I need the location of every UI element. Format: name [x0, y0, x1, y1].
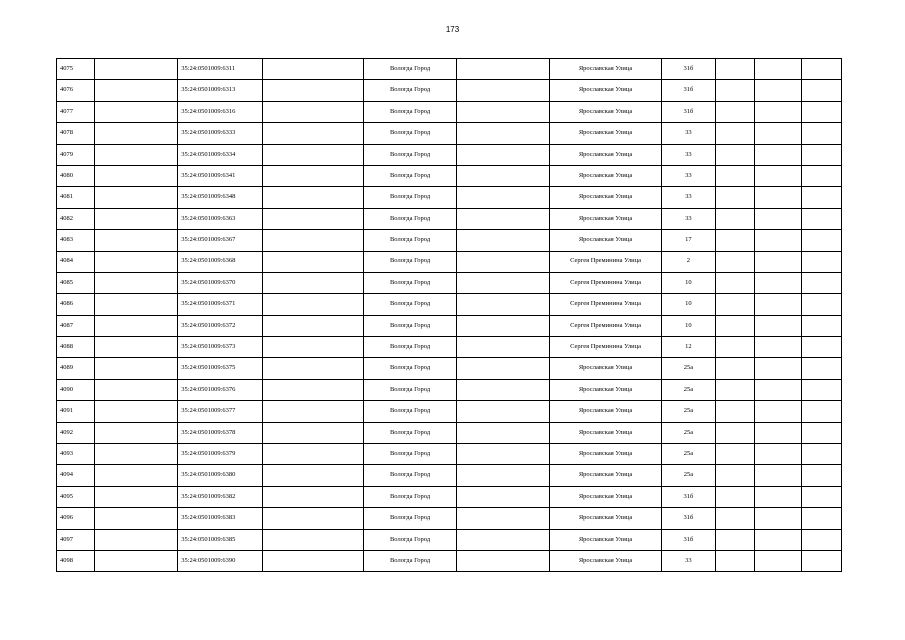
empty-cell	[95, 123, 178, 144]
row-number: 4084	[57, 251, 95, 272]
empty-cell	[801, 422, 841, 443]
row-number: 4076	[57, 80, 95, 101]
city-name: Вологда Город	[364, 529, 457, 550]
row-number: 4087	[57, 315, 95, 336]
row-number: 4091	[57, 401, 95, 422]
empty-cell	[263, 80, 364, 101]
empty-cell	[95, 315, 178, 336]
street-name: Ярославская Улица	[549, 379, 661, 400]
cadastral-number: 35:24:0501009:6334	[178, 144, 263, 165]
street-name: Ярославская Улица	[549, 508, 661, 529]
row-number: 4092	[57, 422, 95, 443]
empty-cell	[95, 422, 178, 443]
empty-cell	[715, 165, 754, 186]
empty-cell	[457, 422, 550, 443]
street-name: Ярославская Улица	[549, 358, 661, 379]
empty-cell	[755, 294, 801, 315]
empty-cell	[457, 337, 550, 358]
empty-cell	[457, 401, 550, 422]
empty-cell	[755, 508, 801, 529]
empty-cell	[715, 486, 754, 507]
empty-cell	[801, 272, 841, 293]
empty-cell	[755, 465, 801, 486]
empty-cell	[715, 444, 754, 465]
empty-cell	[95, 337, 178, 358]
empty-cell	[95, 59, 178, 80]
empty-cell	[801, 80, 841, 101]
cadastral-number: 35:24:0501009:6376	[178, 379, 263, 400]
empty-cell	[263, 123, 364, 144]
city-name: Вологда Город	[364, 422, 457, 443]
empty-cell	[95, 165, 178, 186]
house-number: 10	[662, 294, 716, 315]
empty-cell	[801, 529, 841, 550]
empty-cell	[457, 529, 550, 550]
empty-cell	[801, 508, 841, 529]
house-number: 33	[662, 187, 716, 208]
street-name: Ярославская Улица	[549, 401, 661, 422]
empty-cell	[263, 59, 364, 80]
empty-cell	[457, 465, 550, 486]
empty-cell	[95, 187, 178, 208]
row-number: 4093	[57, 444, 95, 465]
empty-cell	[263, 486, 364, 507]
row-number: 4083	[57, 230, 95, 251]
empty-cell	[263, 358, 364, 379]
empty-cell	[755, 550, 801, 571]
street-name: Ярославская Улица	[549, 465, 661, 486]
empty-cell	[755, 144, 801, 165]
street-name: Ярославская Улица	[549, 422, 661, 443]
empty-cell	[457, 550, 550, 571]
empty-cell	[95, 486, 178, 507]
empty-cell	[95, 379, 178, 400]
empty-cell	[457, 165, 550, 186]
empty-cell	[755, 337, 801, 358]
table-row	[57, 465, 842, 486]
empty-cell	[755, 123, 801, 144]
table-row	[57, 80, 842, 101]
empty-cell	[457, 80, 550, 101]
city-name: Вологда Город	[364, 230, 457, 251]
house-number: 2	[662, 251, 716, 272]
house-number: 33	[662, 165, 716, 186]
cadastral-number: 35:24:0501009:6333	[178, 123, 263, 144]
city-name: Вологда Город	[364, 337, 457, 358]
table-row	[57, 550, 842, 571]
empty-cell	[457, 486, 550, 507]
table-row	[57, 315, 842, 336]
empty-cell	[755, 101, 801, 122]
city-name: Вологда Город	[364, 101, 457, 122]
empty-cell	[263, 315, 364, 336]
empty-cell	[715, 208, 754, 229]
empty-cell	[801, 379, 841, 400]
city-name: Вологда Город	[364, 401, 457, 422]
street-name: Ярославская Улица	[549, 208, 661, 229]
row-number: 4097	[57, 529, 95, 550]
cadastral-number: 35:24:0501009:6370	[178, 272, 263, 293]
empty-cell	[263, 187, 364, 208]
empty-cell	[755, 315, 801, 336]
empty-cell	[715, 379, 754, 400]
row-number: 4098	[57, 550, 95, 571]
empty-cell	[95, 465, 178, 486]
empty-cell	[715, 272, 754, 293]
house-number: 31б	[662, 101, 716, 122]
city-name: Вологда Город	[364, 550, 457, 571]
empty-cell	[801, 337, 841, 358]
empty-cell	[715, 187, 754, 208]
empty-cell	[263, 208, 364, 229]
city-name: Вологда Город	[364, 144, 457, 165]
cadastral-number: 35:24:0501009:6390	[178, 550, 263, 571]
street-name: Ярославская Улица	[549, 165, 661, 186]
street-name: Сергея Преминина Улица	[549, 315, 661, 336]
row-number: 4090	[57, 379, 95, 400]
city-name: Вологда Город	[364, 508, 457, 529]
row-number: 4095	[57, 486, 95, 507]
empty-cell	[755, 529, 801, 550]
empty-cell	[95, 208, 178, 229]
house-number: 31б	[662, 59, 716, 80]
cadastral-number: 35:24:0501009:6373	[178, 337, 263, 358]
empty-cell	[755, 272, 801, 293]
table-row	[57, 379, 842, 400]
cadastral-number: 35:24:0501009:6383	[178, 508, 263, 529]
city-name: Вологда Город	[364, 379, 457, 400]
empty-cell	[715, 550, 754, 571]
house-number: 17	[662, 230, 716, 251]
empty-cell	[801, 187, 841, 208]
house-number: 25а	[662, 444, 716, 465]
cadastral-number: 35:24:0501009:6371	[178, 294, 263, 315]
empty-cell	[801, 444, 841, 465]
street-name: Ярославская Улица	[549, 529, 661, 550]
empty-cell	[263, 230, 364, 251]
house-number: 10	[662, 272, 716, 293]
empty-cell	[715, 401, 754, 422]
empty-cell	[801, 294, 841, 315]
street-name: Ярославская Улица	[549, 59, 661, 80]
house-number: 33	[662, 144, 716, 165]
house-number: 25а	[662, 422, 716, 443]
empty-cell	[755, 80, 801, 101]
street-name: Ярославская Улица	[549, 123, 661, 144]
table-row	[57, 272, 842, 293]
empty-cell	[801, 144, 841, 165]
city-name: Вологда Город	[364, 294, 457, 315]
empty-cell	[457, 508, 550, 529]
cadastral-number: 35:24:0501009:6372	[178, 315, 263, 336]
table-row	[57, 337, 842, 358]
table-row	[57, 401, 842, 422]
empty-cell	[755, 187, 801, 208]
street-name: Ярославская Улица	[549, 550, 661, 571]
table-row	[57, 59, 842, 80]
empty-cell	[801, 123, 841, 144]
empty-cell	[95, 144, 178, 165]
house-number: 10	[662, 315, 716, 336]
cadastral-number: 35:24:0501009:6380	[178, 465, 263, 486]
empty-cell	[755, 59, 801, 80]
empty-cell	[263, 101, 364, 122]
city-name: Вологда Город	[364, 444, 457, 465]
table-row	[57, 165, 842, 186]
empty-cell	[801, 208, 841, 229]
row-number: 4086	[57, 294, 95, 315]
empty-cell	[95, 294, 178, 315]
city-name: Вологда Город	[364, 59, 457, 80]
table-row	[57, 529, 842, 550]
house-number: 33	[662, 208, 716, 229]
empty-cell	[801, 230, 841, 251]
table-row	[57, 123, 842, 144]
empty-cell	[95, 80, 178, 101]
empty-cell	[95, 550, 178, 571]
row-number: 4089	[57, 358, 95, 379]
registry-table-body	[57, 59, 842, 572]
empty-cell	[263, 272, 364, 293]
empty-cell	[755, 379, 801, 400]
empty-cell	[457, 208, 550, 229]
empty-cell	[715, 294, 754, 315]
street-name: Сергея Преминина Улица	[549, 294, 661, 315]
city-name: Вологда Город	[364, 315, 457, 336]
table-row	[57, 208, 842, 229]
empty-cell	[95, 101, 178, 122]
cadastral-number: 35:24:0501009:6368	[178, 251, 263, 272]
row-number: 4085	[57, 272, 95, 293]
street-name: Сергея Преминина Улица	[549, 337, 661, 358]
empty-cell	[755, 401, 801, 422]
empty-cell	[457, 230, 550, 251]
row-number: 4088	[57, 337, 95, 358]
city-name: Вологда Город	[364, 272, 457, 293]
city-name: Вологда Город	[364, 208, 457, 229]
registry-table	[56, 58, 842, 572]
empty-cell	[95, 358, 178, 379]
row-number: 4078	[57, 123, 95, 144]
empty-cell	[457, 123, 550, 144]
cadastral-number: 35:24:0501009:6363	[178, 208, 263, 229]
empty-cell	[715, 251, 754, 272]
row-number: 4096	[57, 508, 95, 529]
empty-cell	[263, 529, 364, 550]
empty-cell	[715, 465, 754, 486]
cadastral-number: 35:24:0501009:6316	[178, 101, 263, 122]
empty-cell	[801, 315, 841, 336]
city-name: Вологда Город	[364, 465, 457, 486]
empty-cell	[715, 315, 754, 336]
table-row	[57, 187, 842, 208]
empty-cell	[755, 444, 801, 465]
cadastral-number: 35:24:0501009:6379	[178, 444, 263, 465]
empty-cell	[263, 444, 364, 465]
street-name: Ярославская Улица	[549, 230, 661, 251]
cadastral-number: 35:24:0501009:6311	[178, 59, 263, 80]
table-row	[57, 230, 842, 251]
table-row	[57, 358, 842, 379]
street-name: Ярославская Улица	[549, 80, 661, 101]
table-row	[57, 444, 842, 465]
empty-cell	[755, 230, 801, 251]
empty-cell	[715, 358, 754, 379]
empty-cell	[755, 486, 801, 507]
empty-cell	[263, 294, 364, 315]
empty-cell	[457, 294, 550, 315]
empty-cell	[95, 508, 178, 529]
row-number: 4075	[57, 59, 95, 80]
house-number: 25а	[662, 379, 716, 400]
table-row	[57, 508, 842, 529]
empty-cell	[95, 272, 178, 293]
cadastral-number: 35:24:0501009:6348	[178, 187, 263, 208]
table-row	[57, 251, 842, 272]
empty-cell	[801, 251, 841, 272]
row-number: 4081	[57, 187, 95, 208]
street-name: Ярославская Улица	[549, 101, 661, 122]
cadastral-number: 35:24:0501009:6378	[178, 422, 263, 443]
empty-cell	[95, 230, 178, 251]
house-number: 12	[662, 337, 716, 358]
empty-cell	[263, 165, 364, 186]
empty-cell	[715, 337, 754, 358]
house-number: 33	[662, 550, 716, 571]
city-name: Вологда Город	[364, 486, 457, 507]
empty-cell	[263, 422, 364, 443]
empty-cell	[263, 465, 364, 486]
empty-cell	[263, 401, 364, 422]
city-name: Вологда Город	[364, 358, 457, 379]
house-number: 25а	[662, 401, 716, 422]
street-name: Сергея Преминина Улица	[549, 251, 661, 272]
city-name: Вологда Город	[364, 187, 457, 208]
empty-cell	[801, 59, 841, 80]
empty-cell	[263, 337, 364, 358]
empty-cell	[95, 444, 178, 465]
empty-cell	[801, 358, 841, 379]
house-number: 25а	[662, 358, 716, 379]
empty-cell	[95, 529, 178, 550]
page-number: 173	[445, 25, 460, 34]
empty-cell	[457, 144, 550, 165]
cadastral-number: 35:24:0501009:6367	[178, 230, 263, 251]
empty-cell	[263, 144, 364, 165]
empty-cell	[95, 401, 178, 422]
empty-cell	[263, 508, 364, 529]
empty-cell	[715, 422, 754, 443]
empty-cell	[755, 208, 801, 229]
city-name: Вологда Город	[364, 123, 457, 144]
row-number: 4094	[57, 465, 95, 486]
empty-cell	[457, 101, 550, 122]
empty-cell	[801, 165, 841, 186]
empty-cell	[457, 272, 550, 293]
house-number: 33	[662, 123, 716, 144]
house-number: 31б	[662, 529, 716, 550]
empty-cell	[715, 529, 754, 550]
row-number: 4082	[57, 208, 95, 229]
table-row	[57, 486, 842, 507]
street-name: Ярославская Улица	[549, 486, 661, 507]
cadastral-number: 35:24:0501009:6385	[178, 529, 263, 550]
street-name: Ярославская Улица	[549, 144, 661, 165]
empty-cell	[715, 508, 754, 529]
table-row	[57, 422, 842, 443]
empty-cell	[715, 144, 754, 165]
empty-cell	[263, 550, 364, 571]
cadastral-number: 35:24:0501009:6341	[178, 165, 263, 186]
empty-cell	[263, 251, 364, 272]
house-number: 31б	[662, 80, 716, 101]
empty-cell	[715, 80, 754, 101]
empty-cell	[755, 358, 801, 379]
row-number: 4079	[57, 144, 95, 165]
house-number: 31б	[662, 508, 716, 529]
street-name: Ярославская Улица	[549, 187, 661, 208]
empty-cell	[457, 444, 550, 465]
empty-cell	[457, 358, 550, 379]
empty-cell	[715, 59, 754, 80]
empty-cell	[715, 230, 754, 251]
city-name: Вологда Город	[364, 251, 457, 272]
empty-cell	[457, 379, 550, 400]
empty-cell	[95, 251, 178, 272]
empty-cell	[801, 550, 841, 571]
empty-cell	[457, 187, 550, 208]
street-name: Сергея Преминина Улица	[549, 272, 661, 293]
empty-cell	[801, 401, 841, 422]
house-number: 25а	[662, 465, 716, 486]
table-row	[57, 101, 842, 122]
cadastral-number: 35:24:0501009:6313	[178, 80, 263, 101]
empty-cell	[457, 59, 550, 80]
house-number: 31б	[662, 486, 716, 507]
city-name: Вологда Город	[364, 165, 457, 186]
empty-cell	[715, 123, 754, 144]
cadastral-number: 35:24:0501009:6382	[178, 486, 263, 507]
table-row	[57, 144, 842, 165]
empty-cell	[457, 251, 550, 272]
empty-cell	[801, 101, 841, 122]
cadastral-number: 35:24:0501009:6377	[178, 401, 263, 422]
empty-cell	[755, 422, 801, 443]
empty-cell	[801, 486, 841, 507]
cadastral-number: 35:24:0501009:6375	[178, 358, 263, 379]
street-name: Ярославская Улица	[549, 444, 661, 465]
empty-cell	[263, 379, 364, 400]
empty-cell	[755, 251, 801, 272]
empty-cell	[715, 101, 754, 122]
city-name: Вологда Город	[364, 80, 457, 101]
empty-cell	[755, 165, 801, 186]
empty-cell	[457, 315, 550, 336]
table-row	[57, 294, 842, 315]
row-number: 4077	[57, 101, 95, 122]
empty-cell	[801, 465, 841, 486]
row-number: 4080	[57, 165, 95, 186]
